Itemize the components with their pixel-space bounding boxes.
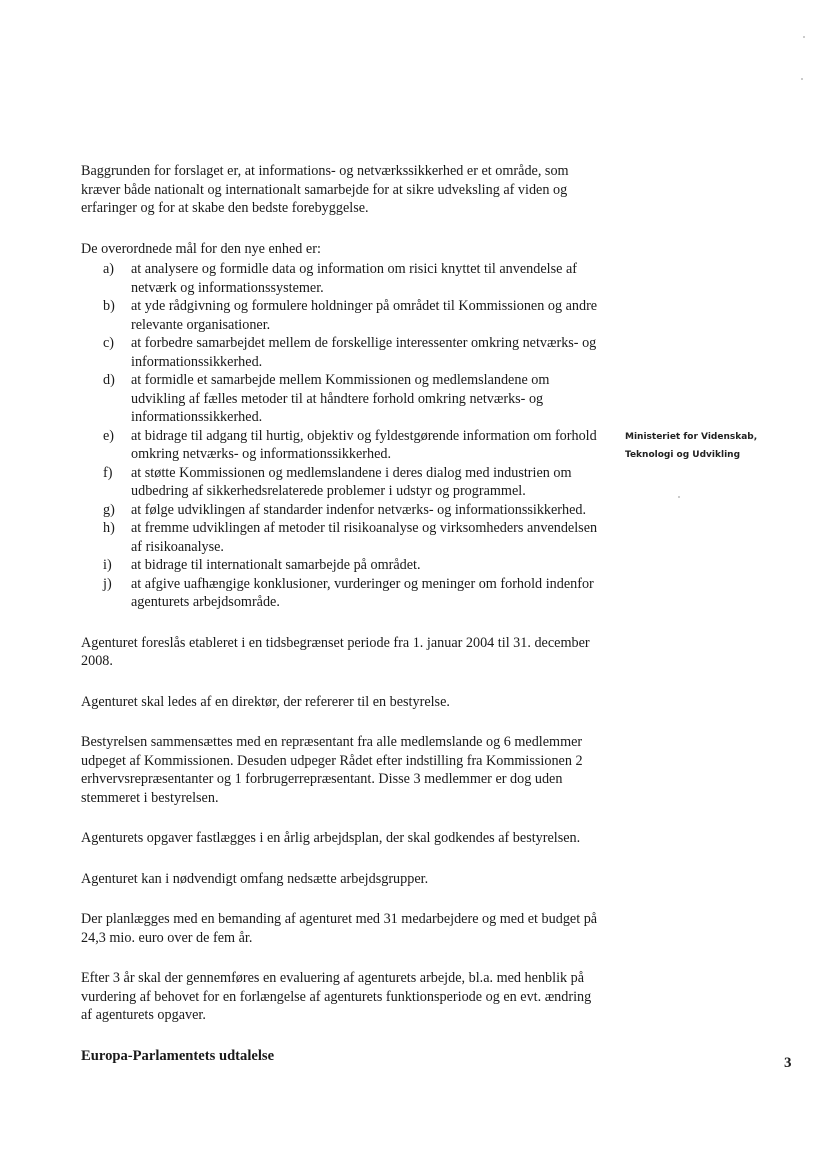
goal-marker: b): [103, 298, 115, 314]
goal-item: [81, 501, 601, 520]
evaluation-paragraph: Efter 3 år skal der gennemføres en evaluering af agenturets arbejde, bl.a. med henblik på vurdering af behovet for en forlængelse af agenturets funktionsperiode og en evt. ændring af agenturets opgaver.: [81, 970, 592, 1023]
staffing-paragraph: Der planlægges med en bemanding af agenturet med 31 medarbejdere og med et budget på 24,3 mio. euro over de fem år.: [81, 911, 598, 946]
goal-text: at bidrage til internationalt samarbejde på området.: [131, 557, 421, 573]
scan-speck: [803, 36, 805, 38]
goal-text: at yde rådgivning og formulere holdninger på området til Kommissionen og andre relevante organisationer.: [131, 298, 598, 333]
goal-text: at støtte Kommissionen og medlemslandene i deres dialog med industrien om udbedring af sikkerhedsrelaterede problemer i udstyr og programmel.: [131, 464, 572, 499]
goal-marker: a): [103, 261, 115, 277]
goal-item: [81, 427, 601, 464]
goal-marker: e): [103, 427, 115, 444]
goal-marker: f): [103, 464, 113, 481]
goal-marker: h): [103, 520, 115, 536]
board-paragraph: Bestyrelsen sammensættes med en repræsentant fra alle medlemslande og 6 medlemmer udpeget af Kommissionen. Desuden udpeger Rådet efter indstilling fra Kommissionen 2 erhvervsrepræsentanter og 1 forbrugerrepræsentant. Disse 3 medlemmer er dog uden stemmeret i bestyrelsen.: [81, 734, 583, 806]
goal-marker: i): [103, 557, 112, 573]
page-number: 3: [784, 1055, 792, 1071]
working-groups-paragraph: Agenturet kan i nødvendigt omfang nedsætte arbejdsgrupper.: [81, 870, 429, 887]
scan-speck: [678, 496, 680, 498]
goal-item: [81, 297, 601, 334]
scan-speck: [801, 78, 803, 80]
document-body: [81, 162, 601, 1065]
goal-item: [81, 464, 601, 501]
ministry-line-1: Ministeriet for Videnskab,: [625, 432, 758, 442]
period-paragraph: Agenturet foreslås etableret i en tidsbegrænset periode fra 1. januar 2004 til 31. december 2008.: [81, 634, 590, 669]
goal-item: [81, 371, 601, 427]
goal-text: at forbedre samarbejdet mellem de forskellige interessenter omkring netværks- og informationssikkerhed.: [131, 335, 597, 370]
goal-marker: g): [103, 501, 115, 518]
workplan-paragraph: Agenturets opgaver fastlægges i en årlig arbejdsplan, der skal godkendes af bestyrelsen.: [81, 830, 581, 846]
goal-marker: j): [103, 575, 112, 592]
ministry-sidebar: [625, 428, 795, 464]
goal-text: at formidle et samarbejde mellem Kommissionen og medlemslandene om udvikling af fælles metoder til at håndtere forhold omkring netværks- og informationssikkerhed.: [131, 372, 550, 425]
section-heading: Europa-Parlamentets udtalelse: [81, 1047, 275, 1064]
goals-lead: De overordnede mål for den nye enhed er:: [81, 240, 321, 257]
goal-item: [81, 575, 601, 612]
goal-item: [81, 556, 601, 575]
goal-text: at analysere og formidle data og information om risici knyttet til anvendelse af netværk og informationssystemer.: [131, 261, 577, 296]
goal-item: [81, 519, 601, 556]
goal-text: at følge udviklingen af standarder indenfor netværks- og informationssikkerhed.: [131, 501, 587, 518]
goal-marker: d): [103, 372, 115, 388]
goal-item: [81, 334, 601, 371]
director-paragraph: Agenturet skal ledes af en direktør, der refererer til en bestyrelse.: [81, 693, 450, 710]
ministry-line-2: Teknologi og Udvikling: [625, 450, 741, 460]
goal-text: at bidrage til adgang til hurtig, objektiv og fyldestgørende information om forhold omkring netværks- og informationssikkerhed.: [131, 427, 597, 462]
goal-text: at afgive uafhængige konklusioner, vurderinger og meninger om forhold indenfor agenturets arbejdsområde.: [131, 575, 594, 610]
goals-list: [81, 260, 601, 612]
goal-marker: c): [103, 335, 115, 351]
intro-paragraph: Baggrunden for forslaget er, at informations- og netværkssikkerhed er et område, som kræver både nationalt og internationalt samarbejde for at sikre udveksling af viden og erfaringer og for at skabe den bedste forebyggelse.: [81, 163, 569, 216]
goal-item: [81, 260, 601, 297]
goal-text: at fremme udviklingen af metoder til risikoanalyse og virksomheders anvendelsen af risikoanalyse.: [131, 520, 598, 555]
